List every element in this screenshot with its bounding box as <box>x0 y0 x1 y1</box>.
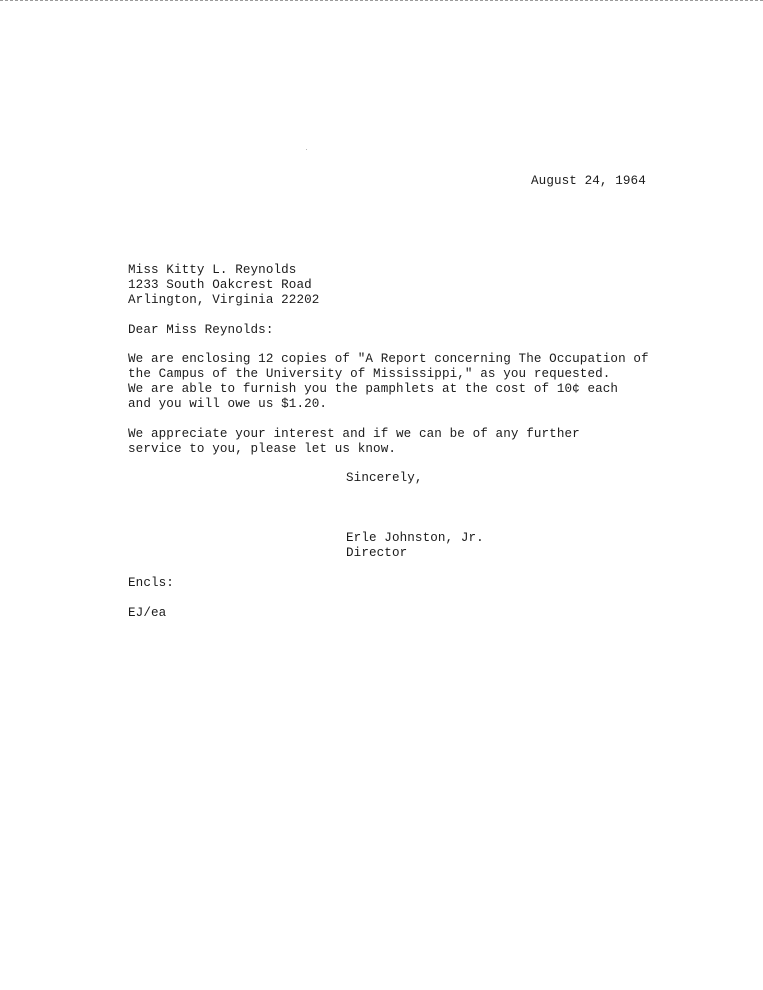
letter-date: August 24, 1964 <box>531 174 646 188</box>
signer-name: Erle Johnston, Jr. <box>346 531 484 545</box>
reference-initials: EJ/ea <box>128 606 167 620</box>
paper-speck <box>306 149 307 150</box>
recipient-name: Miss Kitty L. Reynolds <box>128 263 297 277</box>
recipient-city: Arlington, Virginia 22202 <box>128 293 320 307</box>
body-paragraph-1-line-3: We are able to furnish you the pamphlets at the cost of 10¢ each <box>128 382 619 396</box>
body-paragraph-2-line-2: service to you, please let us know. <box>128 442 397 456</box>
closing: Sincerely, <box>346 471 423 485</box>
recipient-street: 1233 South Oakcrest Road <box>128 278 312 292</box>
page-top-border <box>0 0 763 1</box>
body-paragraph-2-line-1: We appreciate your interest and if we can be of any further <box>128 427 580 441</box>
salutation: Dear Miss Reynolds: <box>128 323 274 337</box>
body-paragraph-1-line-2: the Campus of the University of Mississippi," as you requested. <box>128 367 611 381</box>
signer-title: Director <box>346 546 408 560</box>
body-paragraph-1-line-1: We are enclosing 12 copies of "A Report concerning The Occupation of <box>128 352 649 366</box>
enclosure-notation: Encls: <box>128 576 174 590</box>
body-paragraph-1-line-4: and you will owe us $1.20. <box>128 397 328 411</box>
